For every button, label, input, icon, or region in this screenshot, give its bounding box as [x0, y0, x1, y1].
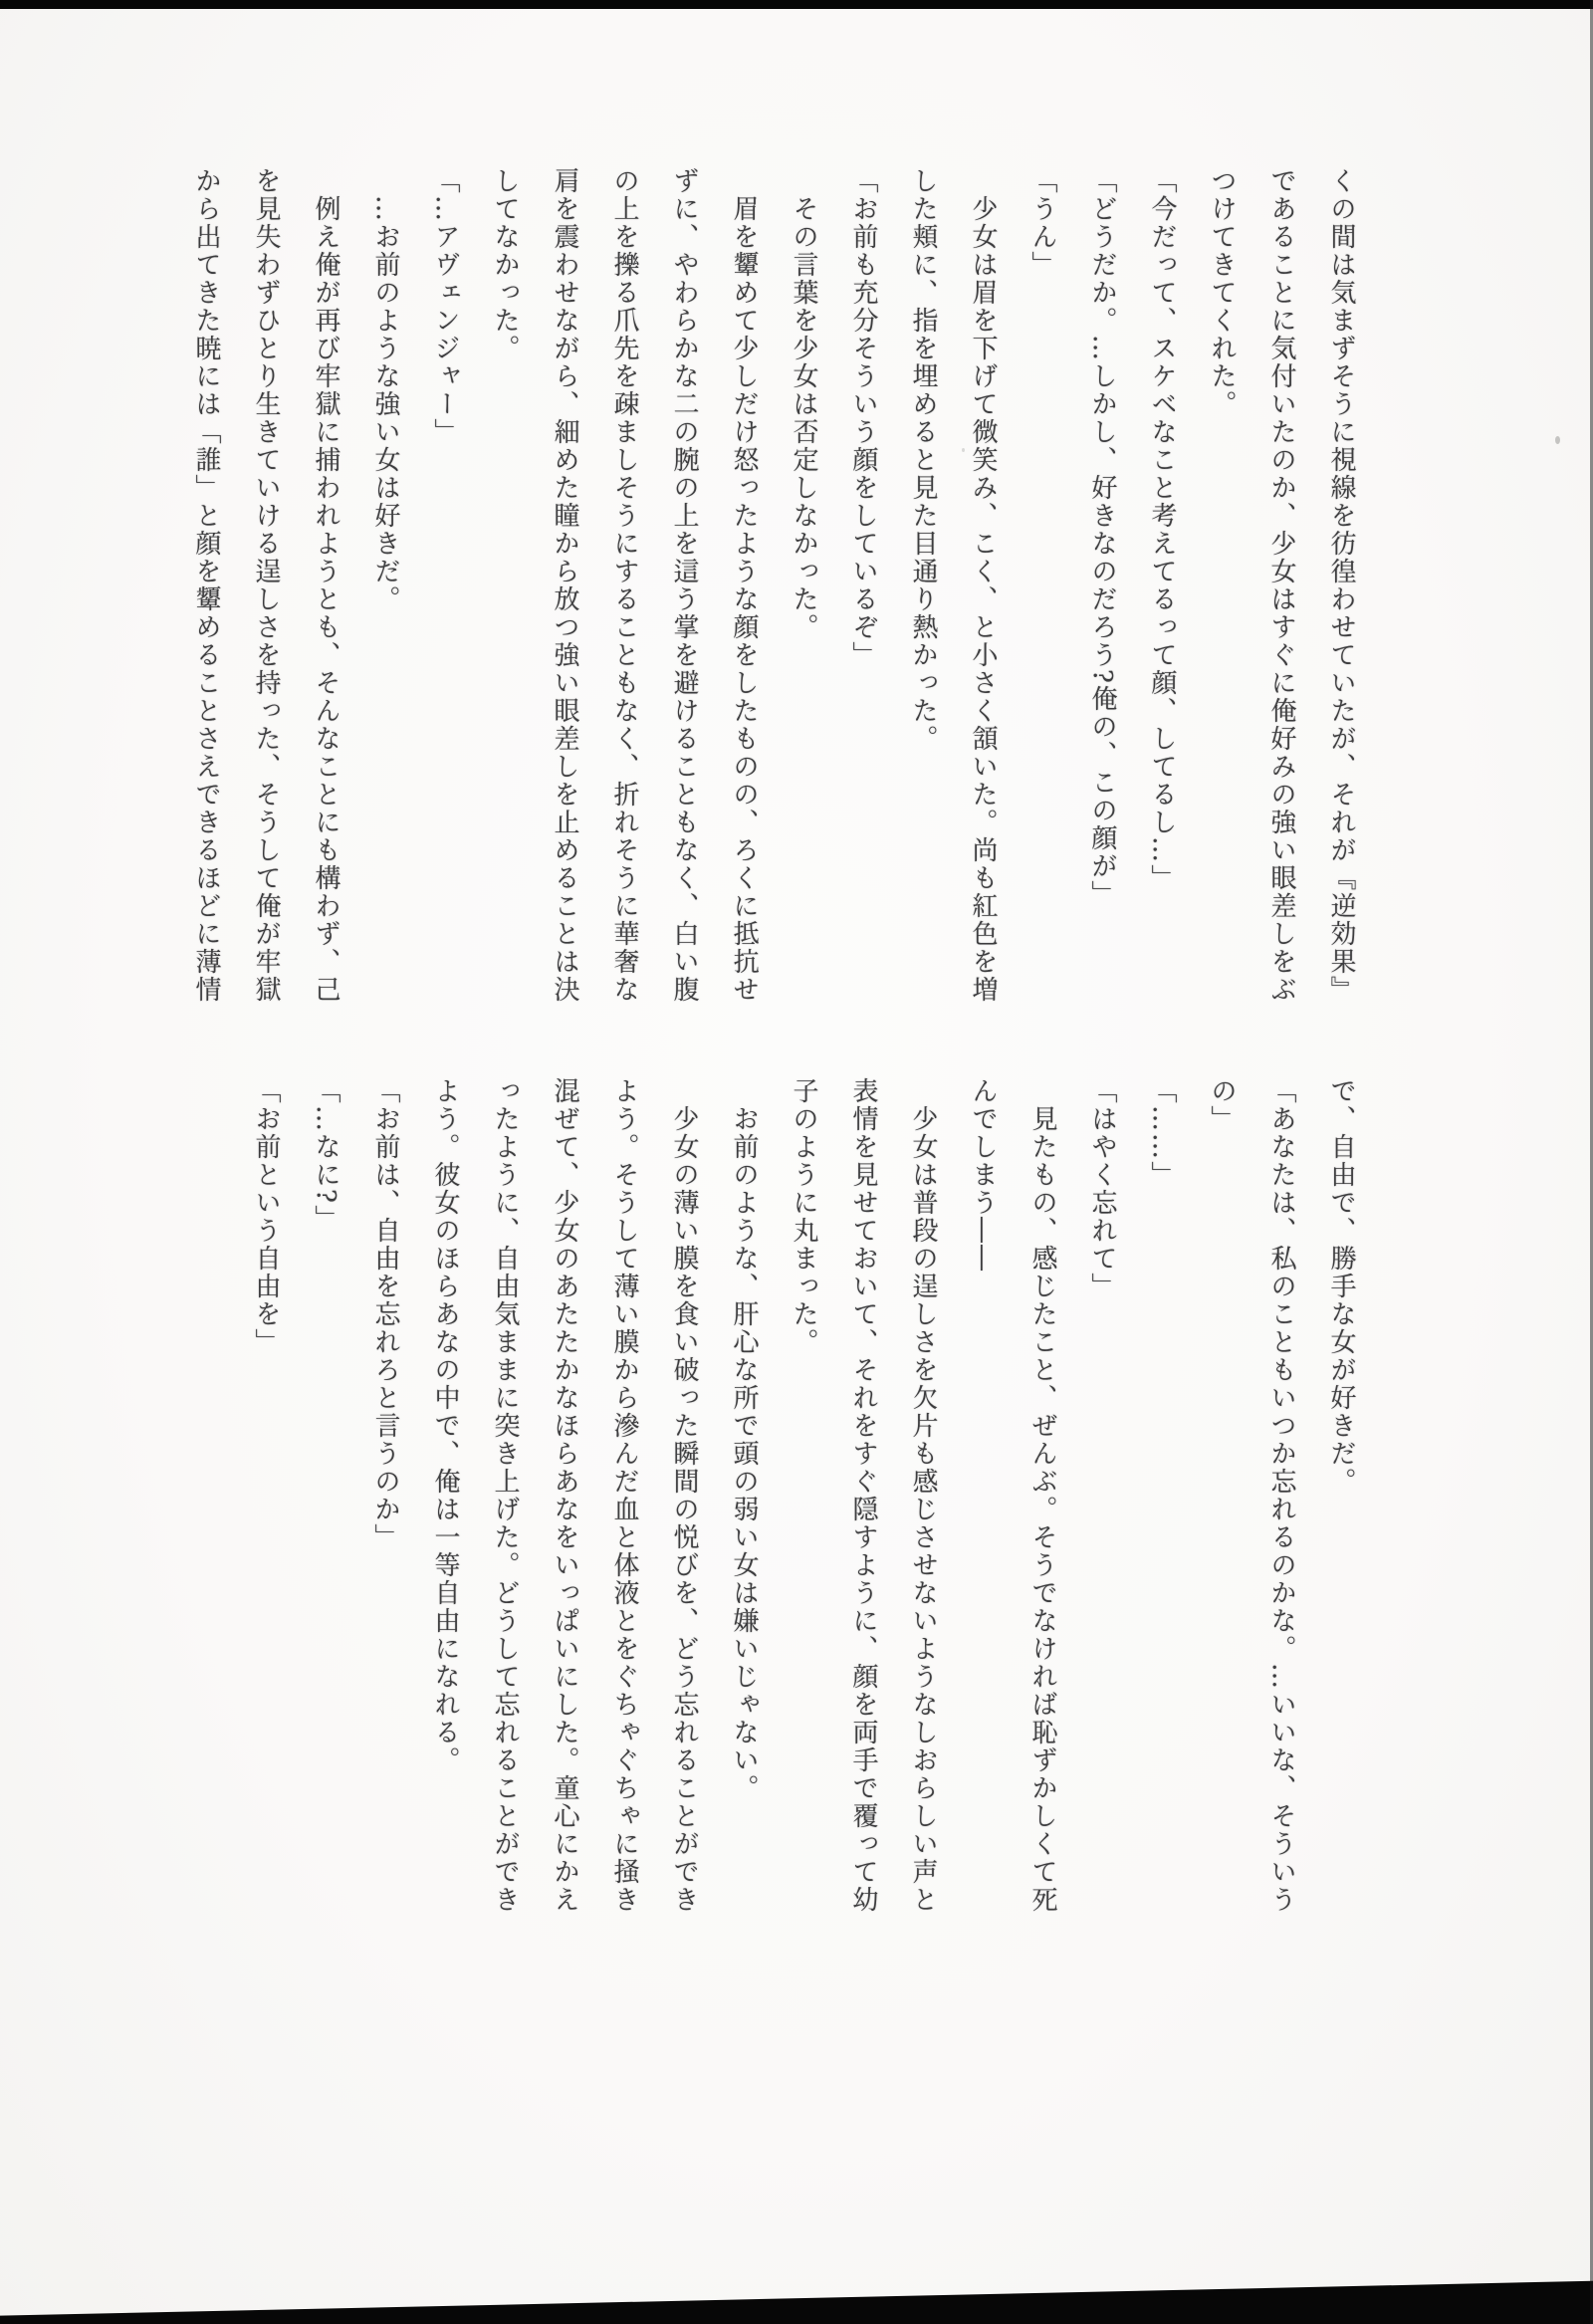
text-column: よう。彼女のほらあなの中で、俺は一等自由になれる。 — [430, 1077, 460, 1774]
text-column: ったように、自由気ままに突き上げた。どうして忘れることができ — [490, 1077, 520, 1914]
text-column: その言葉を少女は否定しなかった。 — [789, 167, 818, 641]
text-column: 「…なに?」 — [311, 1077, 341, 1233]
text-column: 「あなたは、私のこともいつか忘れるのかな。…いいな、そういう — [1266, 1077, 1296, 1914]
text-column: お前のような、肝心な所で頭の弱い女は嫌いじゃない。 — [729, 1077, 759, 1802]
text-column: であることに気付いたのか、少女はすぐに俺好みの強い眼差しをぶ — [1266, 167, 1296, 1004]
text-column: 「今だって、スケベなこと考えてるって顔、してるし…」 — [1147, 167, 1177, 892]
text-column: した頬に、指を埋めると見た目通り熱かった。 — [908, 167, 938, 753]
scan-border-bottom — [0, 2279, 1593, 2324]
text-column: んでしまう―― — [968, 1077, 998, 1273]
text-block-bottom — [236, 1077, 1371, 1922]
text-column: 「どうだか。…しかし、好きなのだろう?俺の、この顔が」 — [1087, 167, 1117, 908]
text-column: 「お前も充分そういう顔をしているぞ」 — [848, 167, 878, 669]
text-column: 見たもの、感じたこと、ぜんぶ。そうでなければ恥ずかしくて死 — [1027, 1077, 1057, 1914]
text-column: で、自由で、勝手な女が好きだ。 — [1326, 1077, 1356, 1496]
text-column: の上を擽る爪先を疎ましそうにすることもなく、折れそうに華奢な — [609, 167, 639, 1004]
text-column: の」 — [1207, 1077, 1237, 1133]
text-column: 「…アヴェンジャー」 — [430, 167, 460, 446]
text-column: 混ぜて、少女のあたたかなほらあなをいっぱいにした。童心にかえ — [550, 1077, 579, 1914]
text-column: 「……」 — [1147, 1077, 1177, 1189]
text-column: 少女の薄い膜を食い破った瞬間の悦びを、どう忘れることができ — [669, 1077, 699, 1914]
text-column: くの間は気まずそうに視線を彷徨わせていたが、それが『逆効果』 — [1326, 167, 1356, 1004]
text-column: 「うん」 — [1027, 167, 1057, 279]
text-column: 「お前は、自由を忘れろと言うのか」 — [370, 1077, 400, 1551]
scan-speck — [962, 448, 965, 452]
text-column: …お前のような強い女は好きだ。 — [370, 167, 400, 613]
text-column: 肩を震わせながら、細めた瞳から放つ強い眼差しを止めることは決 — [550, 167, 579, 1004]
text-column: ずに、やわらかな二の腕の上を這う掌を避けることもなく、白い腹 — [669, 167, 699, 1004]
text-column: 子のように丸まった。 — [789, 1077, 818, 1356]
text-column: 「はやく忘れて」 — [1087, 1077, 1117, 1300]
text-column: つけてきてくれた。 — [1207, 167, 1237, 418]
text-column: 「お前という自由を」 — [251, 1077, 281, 1356]
text-column: 眉を顰めて少しだけ怒ったような顔をしたものの、ろくに抵抗せ — [729, 167, 759, 1004]
text-column: 少女は普段の逞しさを欠片も感じさせないようなしおらしい声と — [908, 1077, 938, 1914]
text-column: 表情を見せておいて、それをすぐ隠すように、顔を両手で覆って幼 — [848, 1077, 878, 1914]
text-block-top — [176, 167, 1371, 1012]
text-column: してなかった。 — [490, 167, 520, 362]
scan-border-top — [0, 0, 1593, 9]
text-column: 少女は眉を下げて微笑み、こく、と小さく頷いた。尚も紅色を増 — [968, 167, 998, 1004]
text-column: よう。そうして薄い膜から滲んだ血と体液とをぐちゃぐちゃに掻き — [609, 1077, 639, 1914]
text-column: を見失わずひとり生きていける逞しさを持った、そうして俺が牢獄 — [251, 167, 281, 1004]
scan-speck — [1555, 436, 1560, 444]
text-column: から出てきた暁には「誰」と顔を顰めることさえできるほどに薄情 — [191, 167, 221, 1004]
text-column: 例え俺が再び牢獄に捕われようとも、そんなことにも構わず、己 — [311, 167, 341, 1004]
